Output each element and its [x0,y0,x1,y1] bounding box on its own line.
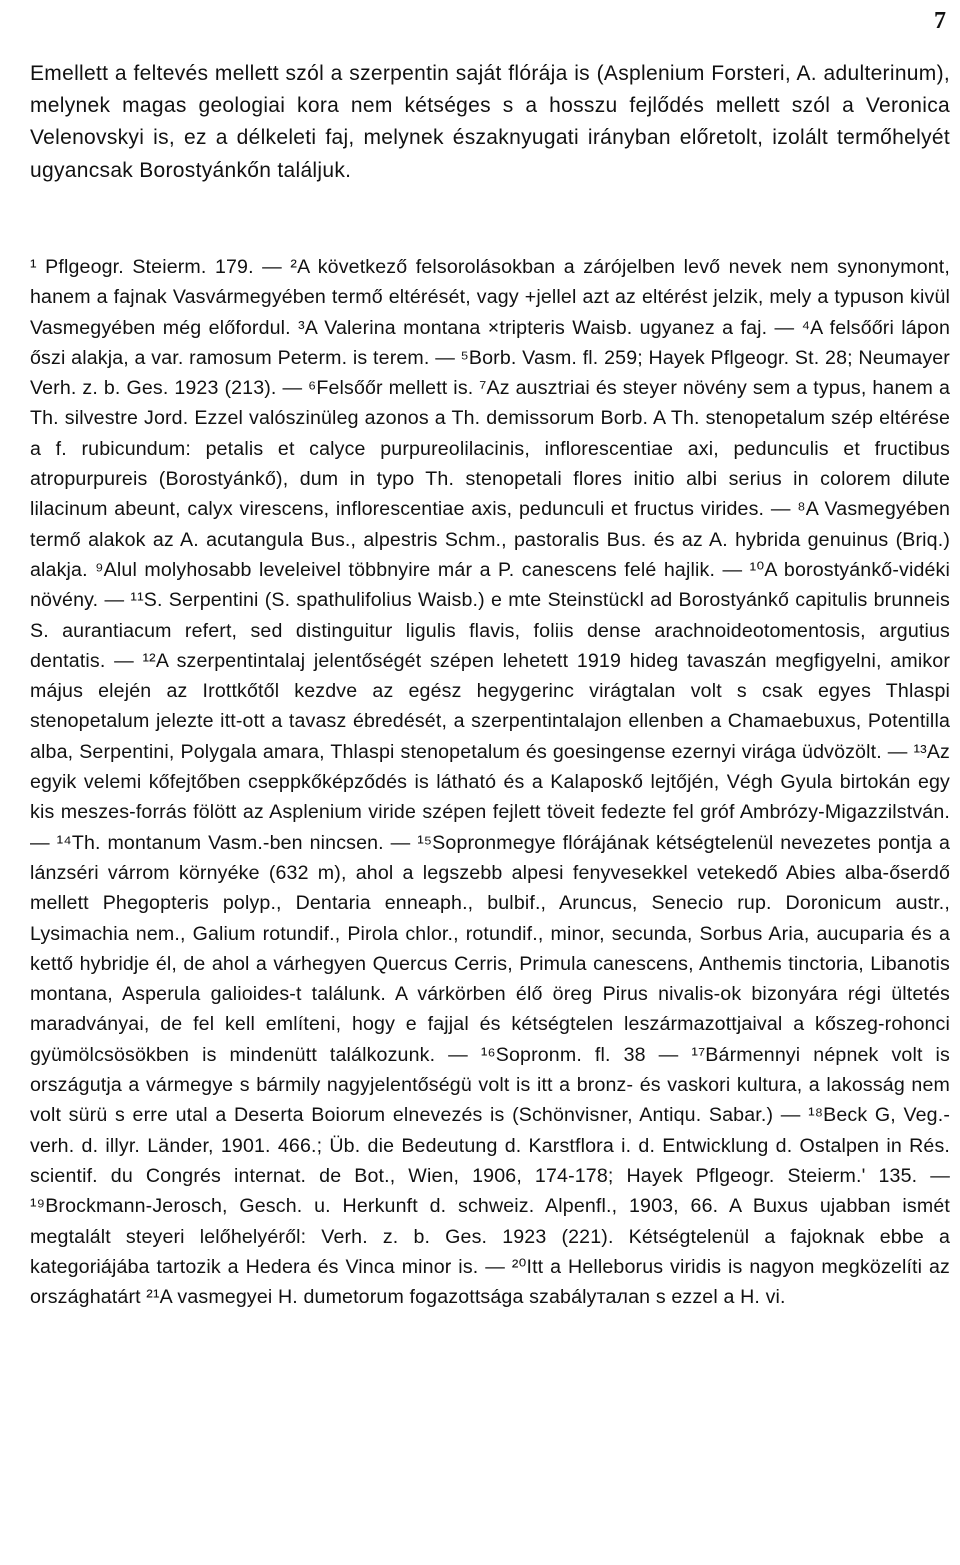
footnote-text: ¹ Pflgeogr. Steierm. 179. — ²A következő felsorolásokban a zárójelben levő nevek nem synonymont, hanem a fajnak Vasvármegyében termő eltérését, vagy +jellel azt az eltérést jelzik, mely a typuson kivül Vasmegyében még előfordul. ³A Valerina montana ×tripteris Waisb. ugyanez a faj. — ⁴A felsőőri lápon őszi alakja, a var. ramosum Peterm. is terem. — ⁵Borb. Vasm. fl. 259; Hayek Pflgeogr. St. 28; Neumayer Verh. z. b. Ges. 1923 (213). — ⁶Felsőőr mellett is. ⁷Az ausztriai és steyer növény sem a typus, hanem a Th. silvestre Jord. Ezzel valószinüleg azonos a Th. demissorum Borb. A Th. stenopetalum szép eltérése a f. rubicundum: petalis et calyce purpureolilacinis, inflorescentiae axi, pedunculis et fructibus atropurpureis (Borostyánkő), dum in typo Th. stenopetali flores initio albi serius in colorem dilute lilacinum abeunt, calyx virescens, inflorescentiae axis, pedunculi et fructus virides. — ⁸A Vasmegyében termő alakok az A. acutangula Bus., alpestris Schm., pastoralis Bus. és az A. hybrida genuinus (Briq.) alakja. ⁹Alul molyhosabb leveleivel többnyire már a P. canescens felé hajlik. — ¹⁰A borostyánkő-vidéki növény. — ¹¹S. Serpentini (S. spathulifolius Waisb.) e mte Steinstückl ad Borostyánkő capitulis brunneis S. aurantiacum refert, sed distinguitur ligulis flavis, foliis dense arachnoideotomentosis, argutius dentatis. — ¹²A szerpentintalaj jelentőségét szépen lehetett 1919 hideg tavaszán megfigyelni, amikor május elején az Irottkőtől kezdve az egész hegygerinc virágtalan volt s csak egyes Thlaspi stenopetalum jelezte itt-ott a tavasz ébredését, a szerpentintalajon ellenben a Chamaebuxus, Potentilla alba, Serpentini, Polygala amara, Thlaspi stenopetalum és goesingense ezernyi virága üdvözölt. — ¹³Az egyik velemi kőfejtőben cseppkőképződés is látható és a Kalaposkő lejtőjén, Végh Gyula birtokán egy kis meszes-forrás fölött az Asplenium viride szépen fejlett töveit fedezte fel gróf Ambrózy-Migazzilstván.— ¹⁴Th. montanum Vasm.-ben nincsen. — ¹⁵Sopronmegye flórájának kétségtelenül nevezetes pontja a lánzséri várrom környéke (632 m), ahol a legszebb alpesi fenyvesekkel vetekedő Abies alba-őserdő mellett Phegopteris polyp., Dentaria enneaph., bulbif., Aruncus, Senecio rup. Doronicum austr., Lysimachia nem., Galium rotundif., Pirola chlor., rotundif., minor, secunda, Sorbus Aria, aucuparia és a kettő hybridje él, de ahol a várhegyen Quercus Cerris, Primula canescens, Anthemis tinctoria, Libanotis montana, Asperula galioides-t találunk. A várkörben élő öreg Pirus nivalis-ok bizonyára régi ültetés maradványai, de fel kell említeni, hogy e fajjal és kétségtelen leszármazottjaival a kőszeg-rohonci gyümölcsösökben is mindenütt találkozunk. — ¹⁶Sopronm. fl. 38 — ¹⁷Bármennyi népnek volt is országutja a vármegye s bármily nagyjelentőségü volt is itt a bronz- és vaskori kultura, a lakosság nem volt sürü s erre utal a Deserta Boiorum elnevezés is (Schönvisner, Antiqu. Sabar.) — ¹⁸Beck G, Veg.-verh. d. illyr. Länder, 1901. 466.; Üb. die Bedeutung d. Karstflora i. d. Entwicklung d. Ostalpen in Rés. scientif. du Congrés internat. de Bot., Wien, 1906, 174-178; Hayek Pflgeogr. Steierm.' 135. — ¹⁹Brockmann-Jerosch, Gesch. u. Herkunft d. schweiz. Alpenfl., 1903, 66. A Buxus ujabban ismét megtalált steyeri lelőhelyéről: Verh. z. b. Ges. 1923 (221). Kétségtelenül a fajoknak ebbe a kategoriájába tartozik a Hedera és Vinca minor is. — ²⁰Itt a Helleborus viridis is nagyon megközelíti az országhatárt ²¹A vasmegyei H. dumetorum fogazottsága szabályталan s ezzel a H. vi. [30,256,950,1309]
footnotes [30,252,950,1312]
main-paragraph: Emellett a feltevés mellett szól a szerpentin saját flórája is (Asplenium Forsteri, A. adulterinum), melynek magas geologiai kora nem kétséges s a hosszu fejlődés mellett szól a Veronica Velenovskyi is, ez a délkeleti faj, melynek északnyugati irányban előretolt, izolált termőhelyét ugyancsak Borostyánkőn találjuk. [30,62,950,182]
page-number: 7 [934,8,946,34]
